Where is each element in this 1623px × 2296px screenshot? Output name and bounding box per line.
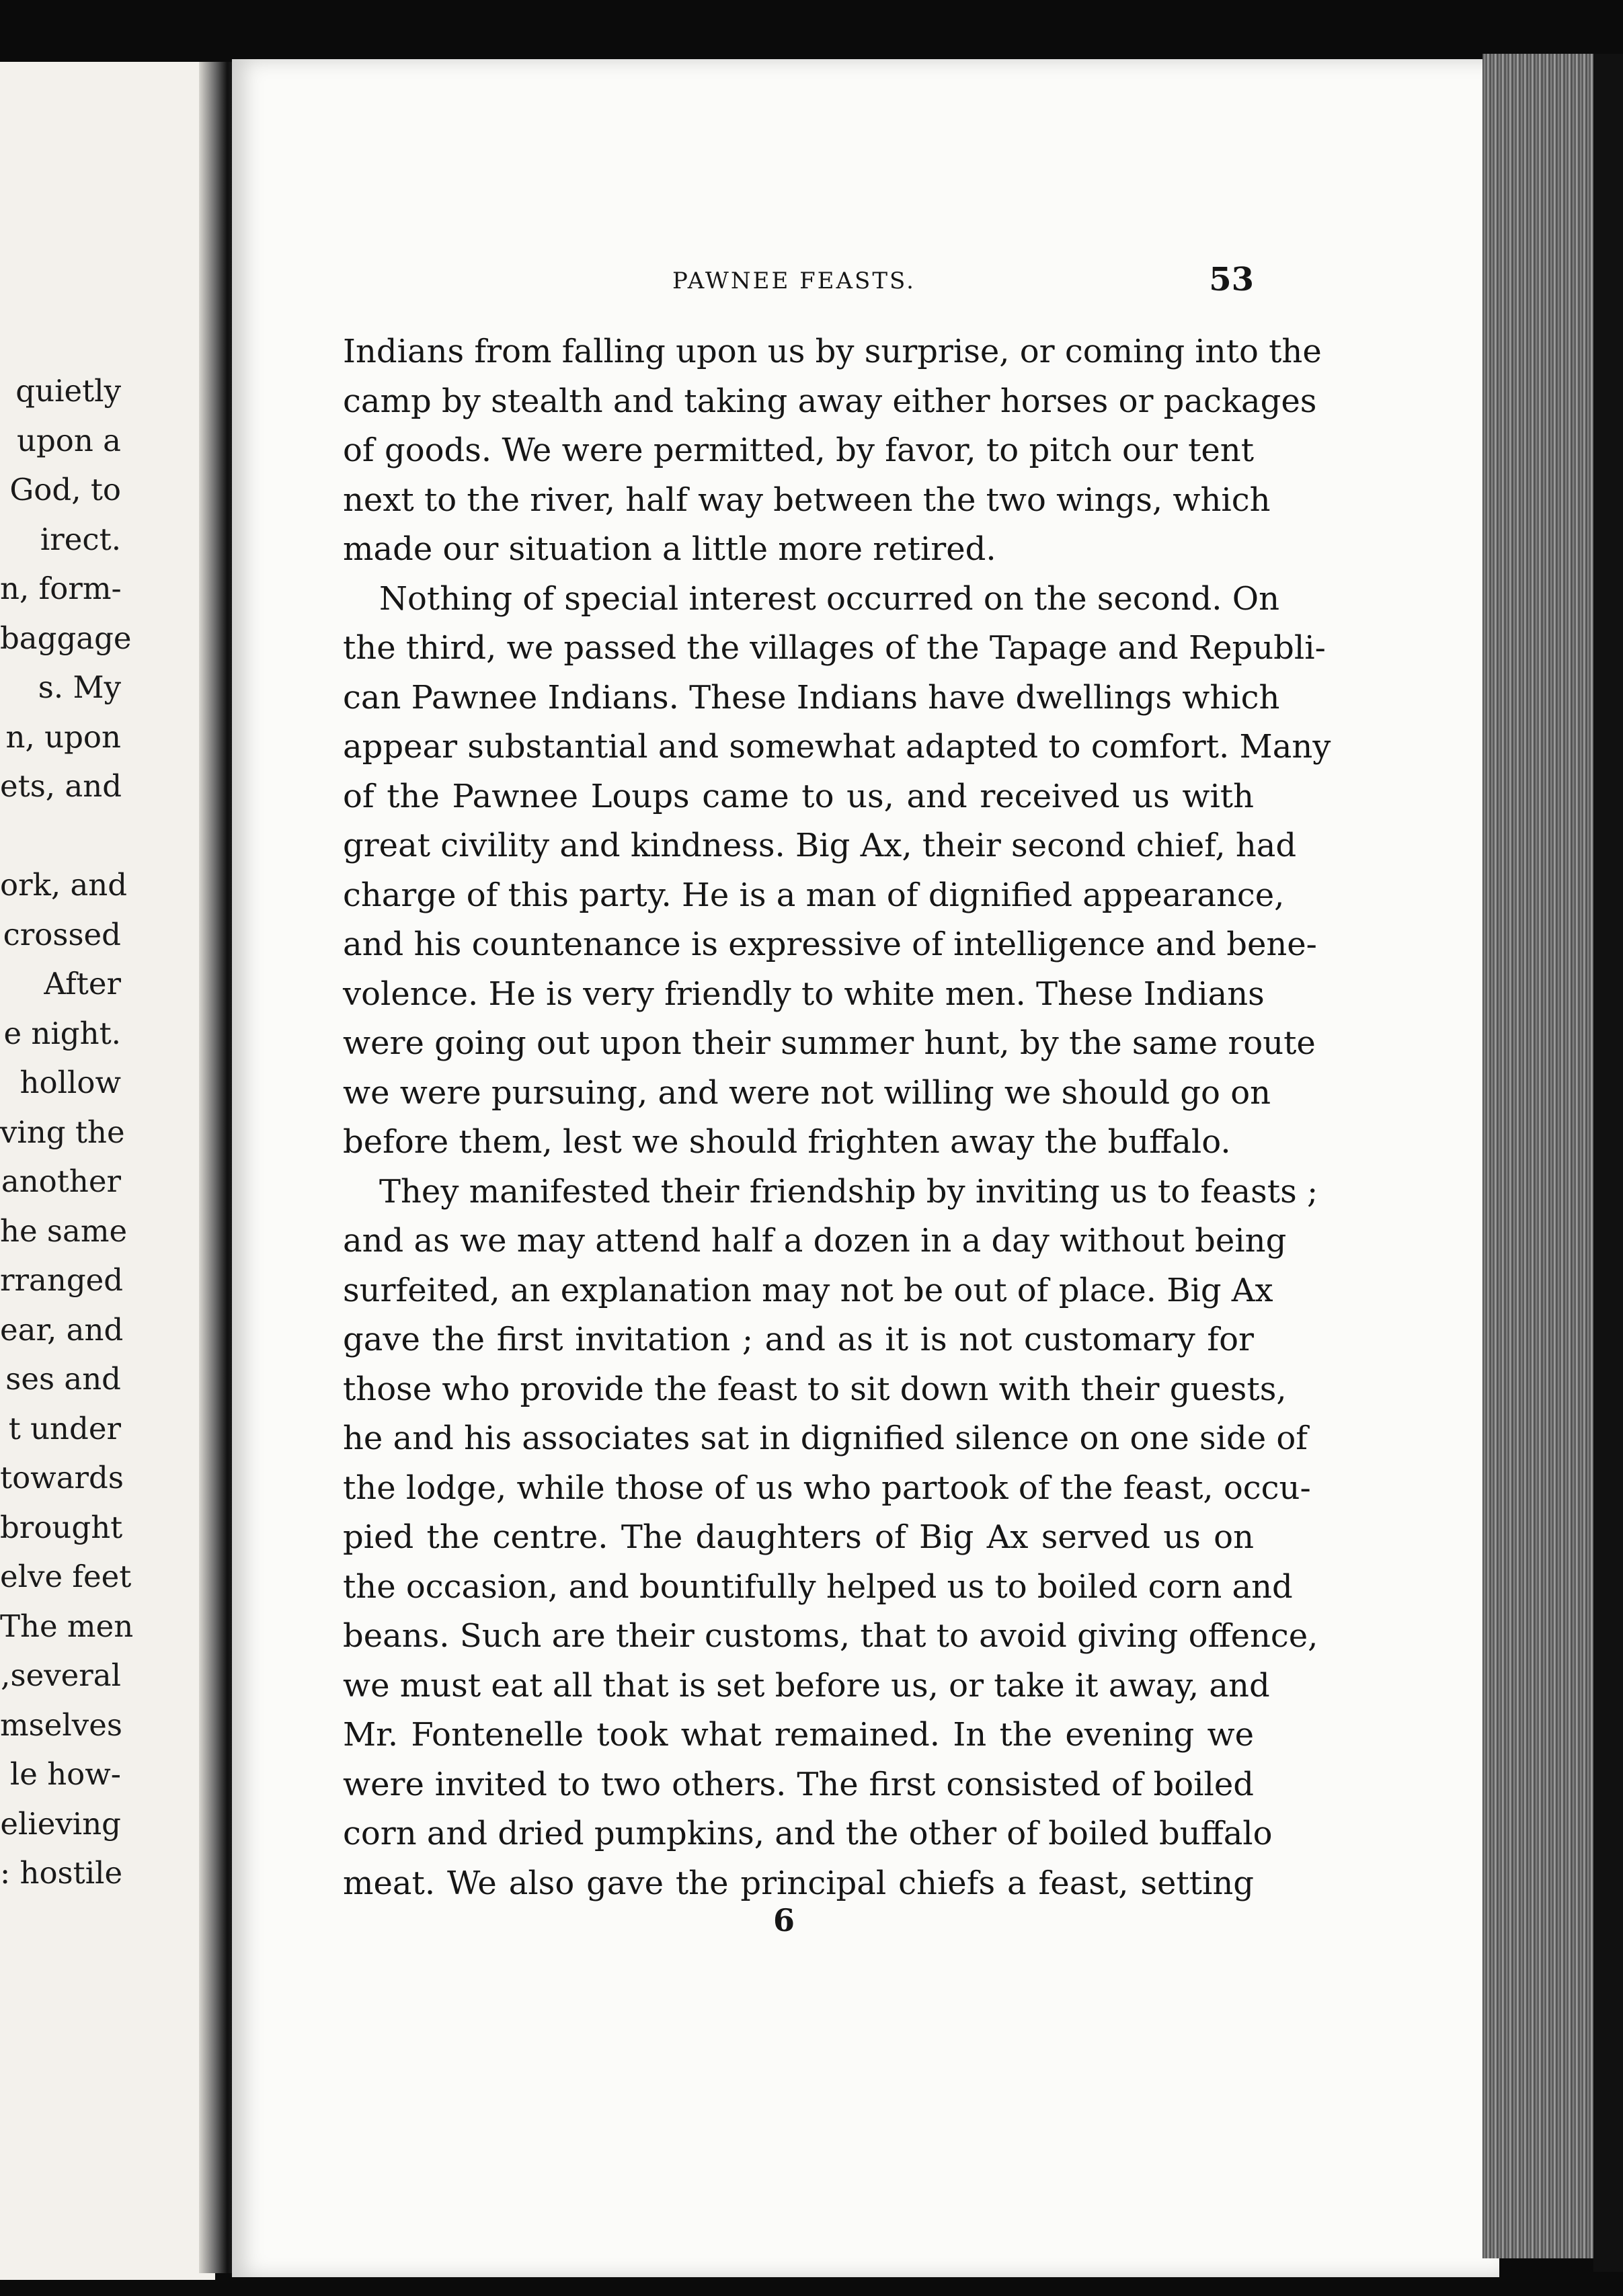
left-line: God, to [9,472,121,507]
text-line: he and his associates sat in dignified silence on one side of [343,1420,1308,1457]
left-line: n, form- [0,571,122,606]
left-line: brought [0,1509,123,1545]
left-line: rranged [0,1262,124,1298]
text-line: and his countenance is expressive of intelligence and bene- [343,926,1317,963]
text-line: volence. He is very friendly to white men. These Indians [343,975,1265,1013]
left-line: elieving [0,1805,121,1842]
text-line: charge of this party. He is a man of dignified appearance, [343,876,1285,914]
left-line: t under [8,1410,121,1446]
left-line: quietly [15,373,121,409]
text-line: camp by stealth and taking away either horses or packages [343,382,1317,420]
body-text [343,327,1331,1908]
text-line: gave the first invitation ; and as it is not customary for [343,1321,1254,1358]
text-line: of goods. We were permitted, by favor, to pitch our tent [343,432,1254,469]
text-line: great civility and kindness. Big Ax, their second chief, had [343,827,1297,864]
scan-edge-shadow [1593,54,1623,2272]
left-line: elve feet [0,1559,132,1594]
left-page-text [0,366,134,1898]
text-line: surfeited, an explanation may not be out of place. Big Ax [343,1271,1273,1309]
left-line: s. My [38,669,121,705]
left-line: e night. [3,1015,121,1051]
page-number: 53 [1209,261,1254,298]
signature-mark: 6 [773,1902,795,1938]
left-line: ses and [5,1361,121,1397]
text-line: meat. We also gave the principal chiefs a feast, setting [343,1864,1254,1902]
text-line: those who provide the feast to sit down with their guests, [343,1370,1287,1408]
left-line: another [1,1163,121,1199]
text-line: made our situation a little more retired. [343,530,996,568]
text-line: we were pursuing, and were not willing we should go on [343,1073,1271,1112]
text-line: Indians from falling upon us by surprise, or coming into the [343,333,1322,370]
left-line: : hostile [0,1855,123,1891]
text-line: appear substantial and somewhat adapted to comfort. Many [343,728,1331,766]
left-line: ,several [1,1657,121,1693]
text-line: before them, lest we should frighten away the buffalo. [343,1123,1231,1161]
left-line: After [44,966,121,1001]
text-line: the third, we passed the villages of the Tapage and Republi- [343,629,1326,667]
left-line: towards [0,1460,124,1495]
left-line: baggage [0,620,132,656]
text-line: the lodge, while those of us who partook of the feast, occu- [343,1469,1311,1507]
left-line: upon a [17,422,121,458]
text-line: Nothing of special interest occurred on the second. On [379,579,1280,618]
left-line: The men [0,1608,134,1644]
left-line [0,811,121,861]
text-line: and as we may attend half a dozen in a day without being [343,1222,1287,1260]
left-line: ets, and [0,768,122,804]
left-line: ving the [0,1114,125,1150]
text-line: were invited to two others. The first consisted of boiled [343,1765,1254,1803]
text-line: can Pawnee Indians. These Indians have dwellings which [343,678,1280,716]
left-line: crossed [3,916,121,952]
text-line: were going out upon their summer hunt, by the same route [343,1024,1316,1062]
text-line: Mr. Fontenelle took what remained. In the evening we [343,1716,1254,1754]
text-line: beans. Such are their customs, that to avoid giving offence, [343,1617,1318,1655]
text-line: pied the centre. The daughters of Big Ax served us on [343,1518,1254,1556]
fore-edge [1482,54,1597,2258]
text-line: They manifested their friendship by inviting us to feasts ; [379,1172,1318,1211]
text-line: of the Pawnee Loups came to us, and received us with [343,777,1254,815]
text-line: corn and dried pumpkins, and the other of boiled buffalo [343,1815,1273,1852]
left-line: ork, and [0,867,128,903]
left-line: irect. [40,521,121,557]
left-line: hollow [19,1065,121,1100]
text-line: next to the river, half way between the two wings, which [343,481,1271,519]
text-line: we must eat all that is set before us, or take it away, and [343,1666,1270,1705]
left-line: mselves [0,1707,122,1743]
running-head [343,261,1254,301]
text-line: the occasion, and bountifully helped us to boiled corn and [343,1567,1293,1606]
left-line: he same [0,1213,128,1249]
running-title: PAWNEE FEASTS. [672,268,916,294]
left-line: n, upon [5,719,121,755]
left-line: le how- [9,1756,121,1792]
left-line: ear, and [0,1311,124,1348]
